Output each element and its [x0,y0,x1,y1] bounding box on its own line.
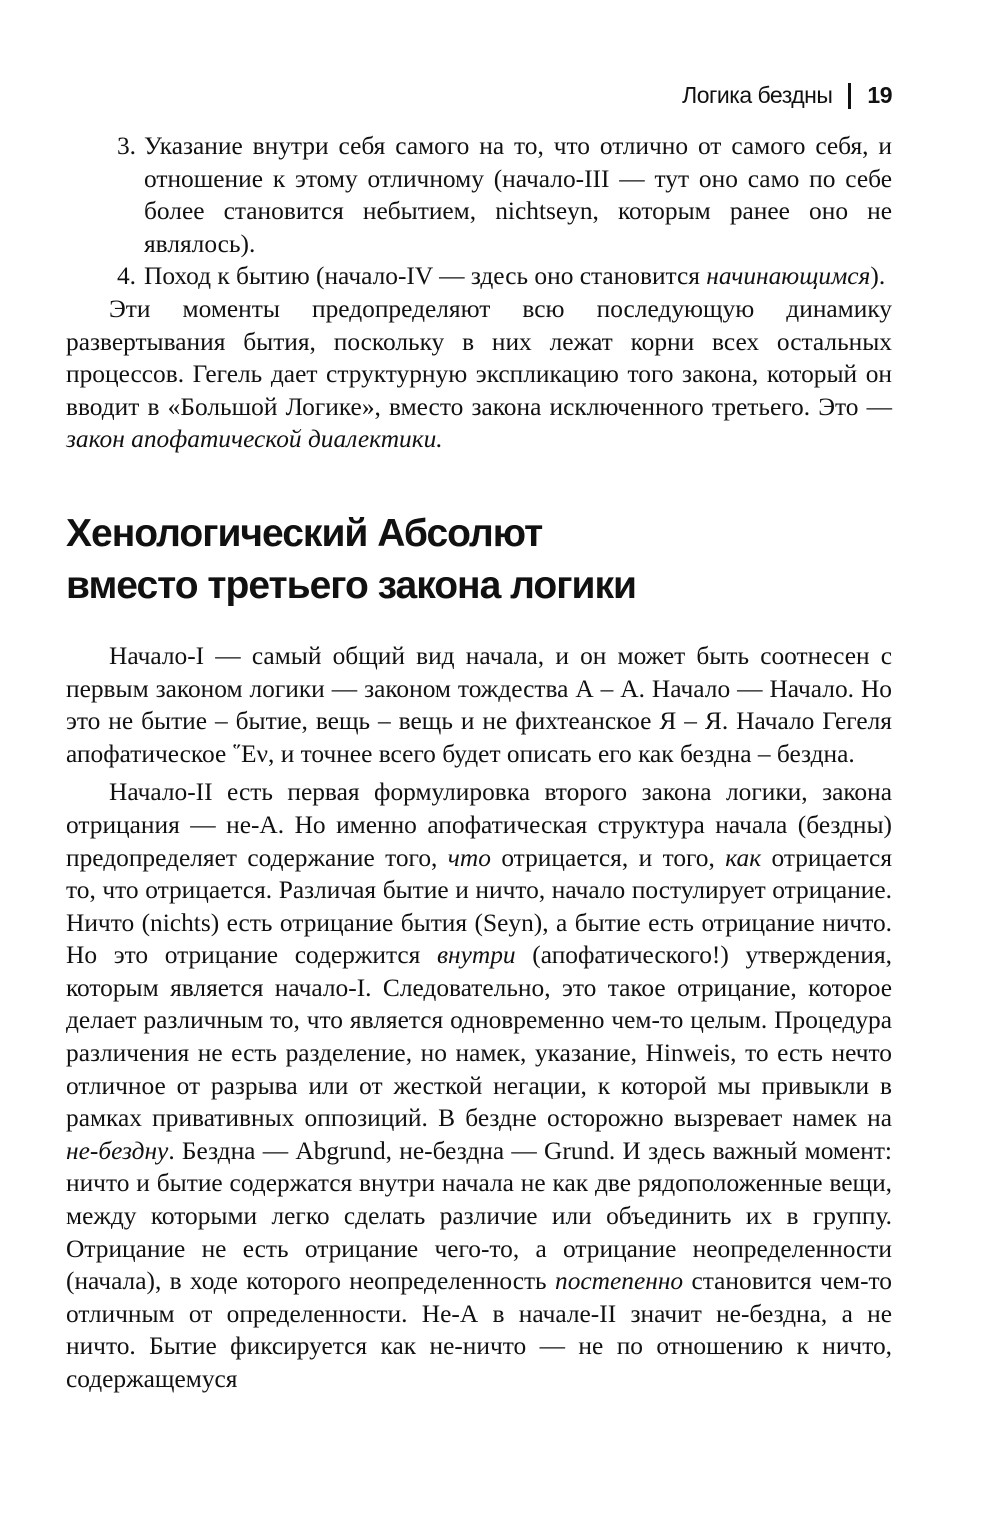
list-item-italic: начинающимся [706,262,871,291]
list-item-text-part: Поход к бытию (начало-IV — здесь оно становится [144,262,707,291]
paragraph-italic: внутри [437,941,516,970]
intro-italic: закон апофатической диалектики. [66,425,443,454]
list-item-text-part: ). [870,262,886,291]
paragraph-text: становится чем-то отличным от определенности. Не-А в начале-II значит не-бездна, а не ничто. Бытие фиксируется как не-ничто — не по отношению к ничто, содержащемуся [66,1267,892,1393]
running-title: Логика бездны [682,82,833,108]
paragraph-italic: как [725,843,762,872]
paragraph-italic: что [447,843,491,872]
page-number: 19 [867,82,892,108]
list-item [66,130,892,260]
section-heading-line1: Хенологический Абсолют [66,511,543,555]
header-separator [848,83,851,109]
paragraph-text: Начало-II есть первая формулировка второго закона логики, закона отрицания — не-А. Но именно апофатическая структура начала (бездны) предопределяет содержание того, [66,778,892,872]
intro-paragraph [66,293,892,456]
list-item-number: 4. [116,262,136,291]
paragraph-italic: постепенно [555,1267,684,1296]
running-header [682,82,892,109]
list-item-text: Указание внутри себя самого на то, что отлично от самого себя, и отношение к этому отличному (начало-III — тут оно само по себе более становится небытием, nichtseyn, которым ранее оно не являлось). [144,132,892,258]
paragraph-text: отрицается то, что отрицается. Различая бытие и ничто, начало постулирует отрицание. Ничто (nichts) есть отрицание бытия (Seyn), а бытие есть отрицание ничто. Но это отрицание содержится [66,843,892,970]
paragraph-1: Начало-I — самый общий вид начала, и он может быть соотнесен с первым законом логики — законом тождества А – А. Начало — Начало. Но это не бытие – бытие, вещь – вещь и не фихтеанское Я – Я. Начало Гегеля апофатическое ῞Eν, и точнее всего будет описать его как бездна – бездна. [66,641,892,768]
paragraph-italic: не-бездну [66,1136,169,1165]
intro-text: Эти моменты предопределяют всю последующую динамику развертывания бытия, поскольку в них лежат корни всех остальных процессов. Гегель дает структурную экспликацию того закона, который он вводит в «Большой Логике», вместо закона исключенного третьего. Это — [66,294,892,421]
section-heading [66,508,892,612]
paragraph-text: . Бездна — Abgrund, не-бездна — Grund. И здесь важный момент: ничто и бытие содержатся внутри начала не как две рядоположенные вещи, между которыми легко сделать различие или объединить их в группу. Отрицание не есть отрицание чего-то, а отрицание неопределенности (начала), в ходе которого неопределенность [66,1136,892,1296]
section-heading-line2: вместо третьего закона логики [66,563,636,607]
list-item [66,260,892,293]
paragraph-text: (апофатического!) утверждения, которым является начало-I. Следовательно, это такое отрицание, которое делает различным то, что является одновременно чем-то целым. Процедура различения не есть разделение, но намек, указание, Hinweis, то есть нечто отличное от разрыва или от жесткой негации, к которой мы привыкли в рамках привативных оппозиций. В бездне осторожно вызревает намек на [66,941,892,1133]
page-body [66,130,892,1396]
paragraph-2 [66,776,892,1395]
list-item-number: 3. [116,132,136,160]
paragraph-text: отрицается, и того, [490,843,726,872]
list-item-text [144,260,892,293]
